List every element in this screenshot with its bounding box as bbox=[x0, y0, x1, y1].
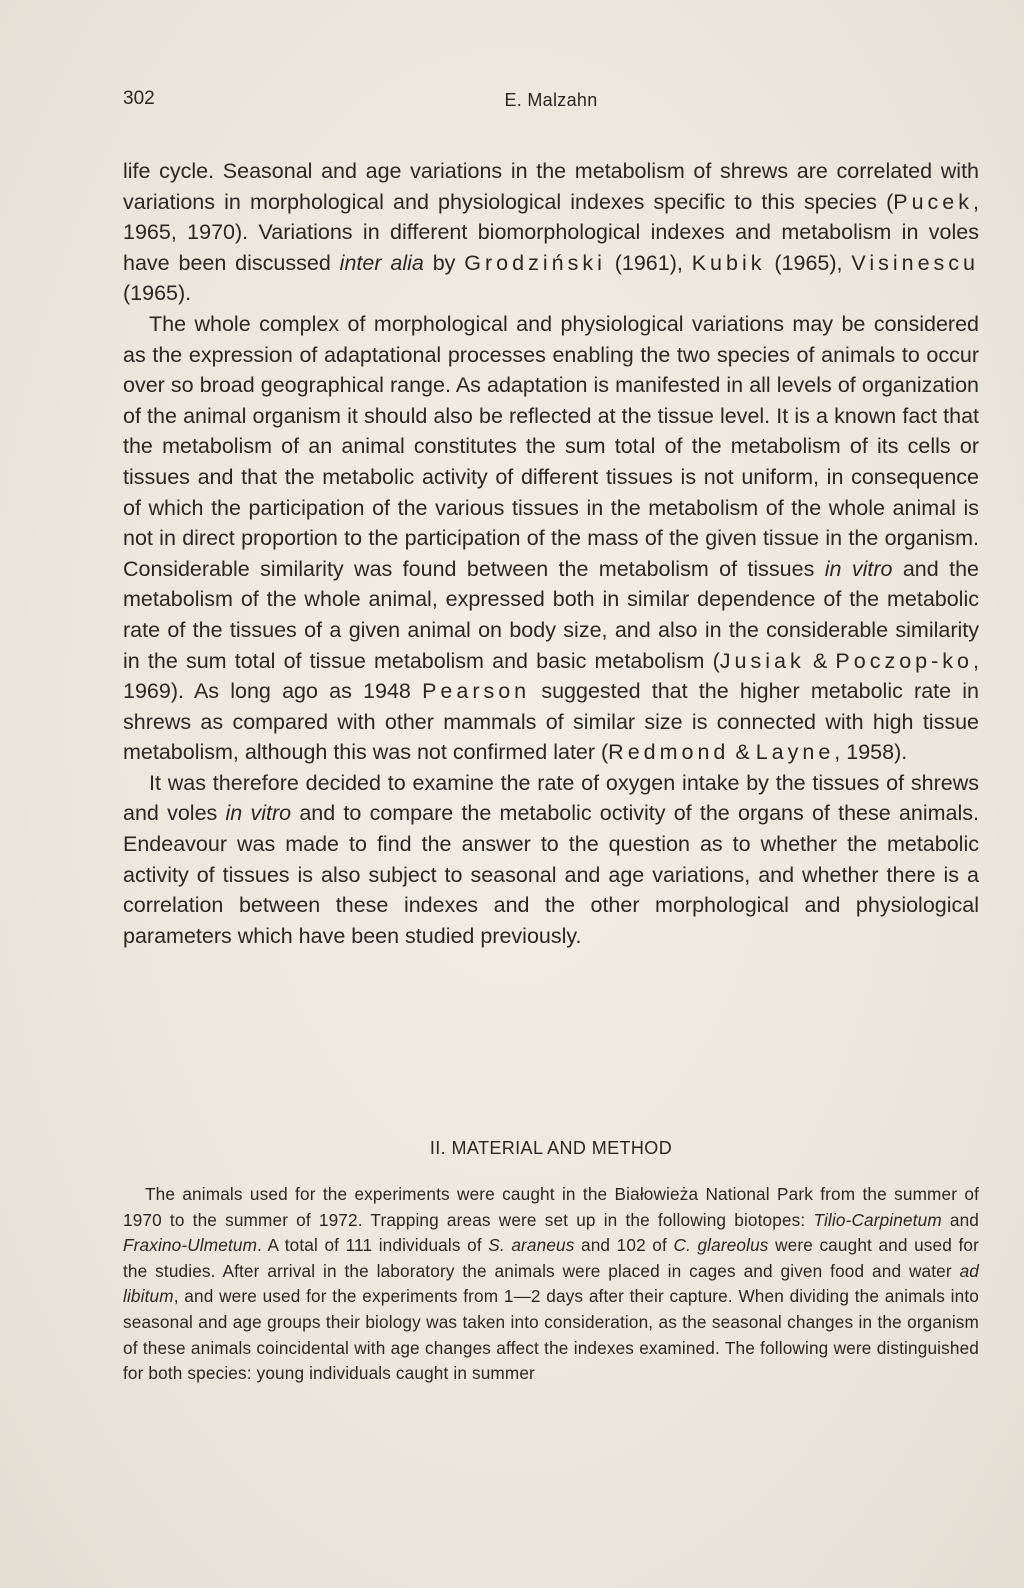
text-run: , 1965, 1970). Variations in different biomorphological indexes and metabolism in voles have been discussed bbox=[123, 189, 979, 275]
text-run: were caught and used for the studies. After arrival in the laboratory the animals were placed in cages and given food and water bbox=[123, 1235, 979, 1281]
text-run: and bbox=[941, 1209, 980, 1230]
italic-term: Tilio-Carpinetum bbox=[813, 1209, 942, 1230]
text-run: The whole complex of morphological and physiological variations may be considered as the expression of adaptational processes enabling the two species of animals to occur over so broad geographical range. As adaptation is manifested in all levels of organization of the animal organism it should also be reflected at the tissue level. It is a known fact that the metabolism of an animal constitutes the sum total of the metabolism of its cells or tissues and that the metabolic activity of different tissues is not uniform, in consequence of which the participation of the various tissues in the metabolism of the whole animal is not in direct proportion to the participation of the mass of the given tissue in the organism. Considerable similarity was found between the metabolism of tissues bbox=[123, 311, 979, 581]
text-run: and to compare the metabolic octivity of the organs of these animals. Endeavour was made to find the answer to the question as to whether the metabolic activity of tissues is also subject to seasonal and age variations, and whether there is a correlation between these indexes and the other morphological and physiological parameters which have been studied previously. bbox=[123, 801, 979, 948]
text-run: . A total of 111 individuals of bbox=[257, 1235, 489, 1256]
paragraph bbox=[123, 156, 979, 309]
italic-term: in vitro bbox=[824, 556, 893, 581]
page-number: 302 bbox=[123, 88, 155, 109]
text-run: life cycle. Seasonal and age variations in the metabolism of shrews are correlated with variations in morphological and physiological indexes specific to this species ( bbox=[123, 159, 979, 214]
text-run: , 1958). bbox=[834, 740, 908, 765]
text-run: , 1969). As long ago as 1948 bbox=[123, 648, 979, 704]
body-text bbox=[123, 156, 979, 951]
text-run: (1965). bbox=[123, 281, 192, 306]
author-citation: Pearson bbox=[422, 679, 531, 704]
text-run: and the metabolism of the whole animal, expressed both in similar dependence of the metabolic rate of the tissues of a given animal on body size, and also in the considerable similarity in the sum total of tissue metabolism and basic metabolism ( bbox=[123, 556, 979, 673]
italic-term: Fraxino-Ulmetum bbox=[123, 1235, 258, 1256]
author-citation: Pucek bbox=[893, 189, 974, 214]
author-citation: Grodziński bbox=[464, 250, 606, 275]
text-run: , and were used for the experiments from 1—2 days after their capture. When dividing the animals into seasonal and age groups their biology was taken into consideration, as the seasonal changes in the organism of these animals coincidental with age changes affect the indexes examined. The following were distinguished for both species: young individuals caught in summer bbox=[123, 1286, 979, 1384]
text-run: It was therefore decided to examine the rate of oxygen intake by the tissues of shrews and voles bbox=[123, 770, 979, 826]
paragraph bbox=[123, 768, 979, 952]
paragraph bbox=[123, 309, 979, 768]
author-citation: Poczop-ko bbox=[835, 648, 974, 673]
italic-term: in vitro bbox=[225, 801, 292, 826]
author-citation: Visinescu bbox=[851, 250, 980, 275]
text-run: and 102 of bbox=[574, 1235, 674, 1256]
author-citation: Redmond bbox=[608, 740, 730, 765]
text-run: & bbox=[729, 740, 756, 765]
italic-term: S. araneus bbox=[488, 1235, 575, 1256]
paragraph bbox=[123, 1182, 979, 1387]
text-run: suggested that the higher metabolic rate in shrews as compared with other mammals of similar size is connected with high tissue metabolism, although this was not confirmed later ( bbox=[123, 679, 980, 765]
text-run: by bbox=[423, 250, 465, 275]
author-citation: Kubik bbox=[691, 250, 766, 275]
author-citation: Jusiak bbox=[719, 648, 805, 673]
page-header bbox=[123, 88, 979, 118]
section-heading: II. MATERIAL AND METHOD bbox=[429, 1138, 673, 1158]
running-head: E. Malzahn bbox=[504, 90, 598, 110]
text-run: & bbox=[804, 648, 836, 673]
text-run: (1965), bbox=[765, 250, 852, 275]
author-citation: Layne bbox=[755, 740, 835, 765]
text-run: The animals used for the experiments were caught in the Białowieża National Park from the summer of 1970 to the summer of 1972. Trapping areas were set up in the following biotopes: bbox=[123, 1184, 979, 1230]
text-run: (1961), bbox=[605, 250, 692, 275]
section-body-text bbox=[123, 1182, 979, 1387]
italic-term: C. glareolus bbox=[673, 1235, 769, 1256]
italic-term: ad libitum bbox=[123, 1260, 979, 1307]
italic-term: inter alia bbox=[339, 250, 424, 275]
